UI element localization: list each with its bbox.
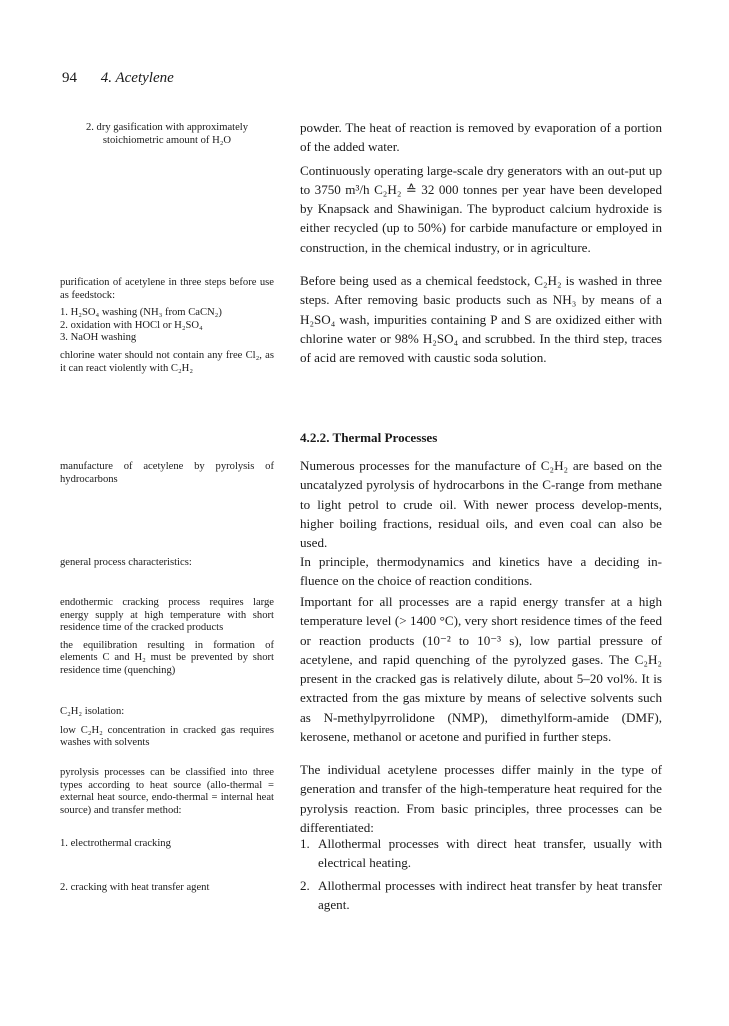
body-block-5 bbox=[300, 592, 662, 750]
purification-step: 3. NaOH washing bbox=[60, 332, 137, 344]
margin-note-pyrolysis: manufacture of acetylene by pyrolysis of hydrocarbons bbox=[60, 461, 274, 485]
paragraph-powder: powder. The heat of reaction is removed by evaporation of a portion of the added water. bbox=[300, 120, 662, 155]
chapter-title: 4. Acetylene bbox=[100, 70, 174, 86]
endothermic-note: endothermic cracking process requires large energy supply at high temperature with short residence time of the cracked products bbox=[60, 597, 274, 634]
body-block-2 bbox=[300, 271, 662, 371]
paragraph-numerous: Numerous processes for the manufacture of C₂H₂ are based on the uncatalyzed pyrolysis of hydrocarbons in the C-range from methane to light petrol to crude oil. With newer process develop-ments, higher boiling fractions, residual oils, and even coal can also be used. bbox=[300, 458, 662, 551]
purification-title: purification of acetylene in three steps before use as feedstock: bbox=[60, 277, 274, 301]
purification-step: 2. oxidation with HOCl or H₂SO₄ bbox=[60, 319, 203, 331]
body-block-3 bbox=[300, 456, 662, 556]
margin-note-electrothermal: 1. electrothermal cracking bbox=[60, 838, 171, 849]
page-number: 94 bbox=[62, 70, 77, 86]
body-block-4 bbox=[300, 552, 662, 595]
chlorine-note: chlorine water should not contain any free Cl₂, as it can react violently with C₂H₂ bbox=[60, 349, 274, 374]
purification-step: 1. H₂SO₄ washing (NH₃ from CaCN₂) bbox=[60, 307, 222, 319]
paragraph-individual: The individual acetylene processes differ mainly in the type of generation and transfer of the high-temperature heat required for the pyrolysis reaction. From basic principles, three processes can be differentiated: bbox=[300, 762, 662, 835]
margin-note-heat-transfer-agent: 2. cracking with heat transfer agent bbox=[60, 882, 210, 893]
section-heading: 4.2.2. Thermal Processes bbox=[300, 430, 438, 445]
list-number: 1. bbox=[300, 836, 310, 851]
paragraph-generators: Continuously operating large-scale dry generators with an out-put up to 3750 m³/h C₂H₂ ≙ 32 000 tonnes per year have been developed by Knapsack and Shawinigan. The byproduct calcium hydroxide is either recycled (up to 50%) for carbide manufacture or employed in construction, in the chemical industry, or in agriculture. bbox=[300, 162, 662, 255]
body-block-1 bbox=[300, 118, 662, 261]
list-item bbox=[300, 834, 662, 873]
list-text: Allothermal processes with direct heat transfer, usually with electrical heating. bbox=[318, 836, 662, 871]
page-header bbox=[62, 70, 174, 87]
margin-note-isolation bbox=[60, 706, 274, 755]
paragraph-important: Important for all processes are a rapid energy transfer at a high temperature level (> 1400 °C), very short residence times of the feed or reaction products (10⁻² to 10⁻³ s), low partial pressure of acetylene, and rapid quenching of the pyrolyzed gases. The C₂H₂ present in the cracked gas is relatively dilute, about 5–20 vol%. It is extracted from the gas mixture by means of selective solvents such as N-methylpyrrolidone (NMP), dimethylform-amide (DMF), kerosene, methanol or acetone and purified in further steps. bbox=[300, 594, 662, 745]
margin-note-characteristics: general process characteristics: bbox=[60, 557, 192, 568]
list-text: Allothermal processes with indirect heat transfer by heat transfer agent. bbox=[318, 878, 662, 913]
isolation-title: C₂H₂ isolation: bbox=[60, 706, 125, 717]
paragraph-washing: Before being used as a chemical feedstock, C₂H₂ is washed in three steps. After removing basic products such as NH₃ by means of a H₂SO₄ wash, impurities containing P and S are oxidized either with chlorine water or 98% H₂SO₄ and scrubbed. In the third step, traces of acid are removed with caustic soda solution. bbox=[300, 273, 662, 366]
margin-note-classification: pyrolysis processes can be classified into three types according to heat source (allo-thermal = external heat source, endo-thermal = internal heat source) and transfer method: bbox=[60, 767, 274, 816]
isolation-text: low C₂H₂ concentration in cracked gas requires washes with solvents bbox=[60, 724, 274, 749]
body-block-6 bbox=[300, 760, 662, 841]
margin-note-dry-gasification: 2. dry gasification with approximately stoichiometric amount of H₂O bbox=[85, 122, 249, 146]
equilibration-note: the equilibration resulting in formation of elements C and H₂ must be prevented by short residence time (quenching) bbox=[60, 639, 274, 676]
list-number: 2. bbox=[300, 878, 310, 893]
margin-note-purification bbox=[60, 277, 274, 380]
margin-note-endothermic bbox=[60, 597, 274, 683]
paragraph-principle: In principle, thermodynamics and kinetics have a deciding in-fluence on the choice of reaction conditions. bbox=[300, 554, 662, 589]
list-item bbox=[300, 876, 662, 915]
